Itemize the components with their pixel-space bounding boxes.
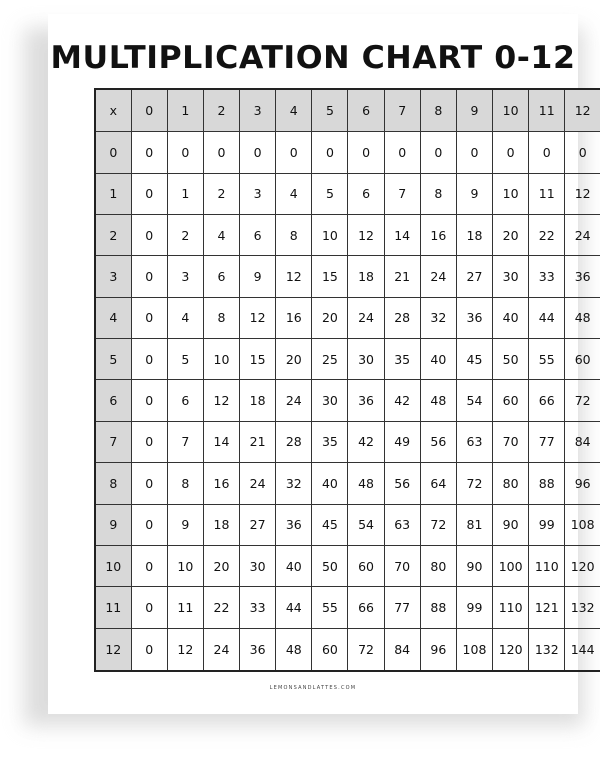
product-cell: 44 — [276, 587, 312, 628]
product-cell: 45 — [456, 339, 492, 380]
product-cell: 22 — [203, 587, 239, 628]
product-cell: 40 — [493, 297, 529, 338]
product-cell: 8 — [276, 214, 312, 255]
product-cell: 99 — [529, 504, 565, 545]
page-title: MULTIPLICATION CHART 0-12 — [50, 40, 576, 76]
product-cell: 45 — [312, 504, 348, 545]
product-cell: 32 — [276, 463, 312, 504]
product-cell: 42 — [348, 421, 384, 462]
product-cell: 90 — [456, 545, 492, 586]
product-cell: 8 — [420, 173, 456, 214]
row-header: 2 — [95, 214, 131, 255]
product-cell: 24 — [240, 463, 276, 504]
product-cell: 0 — [131, 339, 167, 380]
product-cell: 0 — [203, 132, 239, 173]
product-cell: 50 — [493, 339, 529, 380]
product-cell: 72 — [456, 463, 492, 504]
product-cell: 64 — [420, 463, 456, 504]
product-cell: 22 — [529, 214, 565, 255]
product-cell: 5 — [167, 339, 203, 380]
product-cell: 30 — [312, 380, 348, 421]
product-cell: 12 — [203, 380, 239, 421]
table-row — [95, 214, 600, 255]
product-cell: 24 — [276, 380, 312, 421]
product-cell: 12 — [348, 214, 384, 255]
product-cell: 10 — [203, 339, 239, 380]
product-cell: 12 — [276, 256, 312, 297]
website-footer: LEMONSANDLATTES.COM — [269, 685, 357, 691]
table-body — [95, 89, 600, 671]
product-cell: 0 — [240, 132, 276, 173]
product-cell: 0 — [131, 380, 167, 421]
product-cell: 0 — [420, 132, 456, 173]
product-cell: 70 — [384, 545, 420, 586]
product-cell: 18 — [203, 504, 239, 545]
product-cell: 9 — [240, 256, 276, 297]
product-cell: 33 — [529, 256, 565, 297]
product-cell: 0 — [312, 132, 348, 173]
column-header: 9 — [456, 89, 492, 132]
product-cell: 77 — [529, 421, 565, 462]
row-header: 6 — [95, 380, 131, 421]
product-cell: 28 — [384, 297, 420, 338]
product-cell: 96 — [420, 628, 456, 671]
printable-sheet — [48, 14, 595, 714]
product-cell: 54 — [348, 504, 384, 545]
product-cell: 144 — [565, 628, 600, 671]
product-cell: 7 — [167, 421, 203, 462]
product-cell: 24 — [565, 214, 600, 255]
product-cell: 18 — [240, 380, 276, 421]
product-cell: 0 — [131, 421, 167, 462]
product-cell: 11 — [167, 587, 203, 628]
product-cell: 6 — [167, 380, 203, 421]
column-header: 2 — [203, 89, 239, 132]
row-header: 3 — [95, 256, 131, 297]
product-cell: 36 — [348, 380, 384, 421]
column-header: 3 — [240, 89, 276, 132]
product-cell: 56 — [384, 463, 420, 504]
product-cell: 12 — [240, 297, 276, 338]
product-cell: 63 — [456, 421, 492, 462]
product-cell: 60 — [348, 545, 384, 586]
product-cell: 40 — [276, 545, 312, 586]
product-cell: 66 — [529, 380, 565, 421]
product-cell: 108 — [456, 628, 492, 671]
column-header: 11 — [529, 89, 565, 132]
product-cell: 30 — [348, 339, 384, 380]
product-cell: 20 — [276, 339, 312, 380]
product-cell: 63 — [384, 504, 420, 545]
product-cell: 6 — [348, 173, 384, 214]
product-cell: 0 — [529, 132, 565, 173]
product-cell: 60 — [312, 628, 348, 671]
product-cell: 120 — [565, 545, 600, 586]
product-cell: 49 — [384, 421, 420, 462]
product-cell: 88 — [420, 587, 456, 628]
product-cell: 5 — [312, 173, 348, 214]
product-cell: 121 — [529, 587, 565, 628]
product-cell: 55 — [312, 587, 348, 628]
product-cell: 12 — [565, 173, 600, 214]
product-cell: 18 — [348, 256, 384, 297]
product-cell: 54 — [456, 380, 492, 421]
product-cell: 3 — [167, 256, 203, 297]
product-cell: 16 — [276, 297, 312, 338]
product-cell: 20 — [203, 545, 239, 586]
product-cell: 0 — [131, 132, 167, 173]
table-row — [95, 173, 600, 214]
product-cell: 4 — [167, 297, 203, 338]
product-cell: 25 — [312, 339, 348, 380]
column-header: 4 — [276, 89, 312, 132]
table-row — [95, 256, 600, 297]
table-row — [95, 628, 600, 671]
product-cell: 48 — [565, 297, 600, 338]
product-cell: 55 — [529, 339, 565, 380]
row-header: 1 — [95, 173, 131, 214]
product-cell: 4 — [203, 214, 239, 255]
product-cell: 48 — [348, 463, 384, 504]
product-cell: 11 — [529, 173, 565, 214]
product-cell: 1 — [167, 173, 203, 214]
product-cell: 0 — [276, 132, 312, 173]
product-cell: 40 — [312, 463, 348, 504]
product-cell: 3 — [240, 173, 276, 214]
product-cell: 132 — [565, 587, 600, 628]
product-cell: 72 — [565, 380, 600, 421]
table-row — [95, 297, 600, 338]
product-cell: 18 — [456, 214, 492, 255]
column-header: 10 — [493, 89, 529, 132]
product-cell: 108 — [565, 504, 600, 545]
product-cell: 10 — [167, 545, 203, 586]
product-cell: 36 — [565, 256, 600, 297]
product-cell: 77 — [384, 587, 420, 628]
product-cell: 10 — [493, 173, 529, 214]
product-cell: 35 — [312, 421, 348, 462]
product-cell: 8 — [167, 463, 203, 504]
product-cell: 16 — [203, 463, 239, 504]
row-header: 9 — [95, 504, 131, 545]
product-cell: 0 — [565, 132, 600, 173]
product-cell: 16 — [420, 214, 456, 255]
product-cell: 44 — [529, 297, 565, 338]
product-cell: 6 — [240, 214, 276, 255]
product-cell: 21 — [240, 421, 276, 462]
product-cell: 96 — [565, 463, 600, 504]
column-header: 0 — [131, 89, 167, 132]
column-header: 1 — [167, 89, 203, 132]
product-cell: 27 — [456, 256, 492, 297]
row-header: 7 — [95, 421, 131, 462]
column-header: 6 — [348, 89, 384, 132]
column-header: 12 — [565, 89, 600, 132]
product-cell: 48 — [420, 380, 456, 421]
header-row — [95, 89, 600, 132]
product-cell: 6 — [203, 256, 239, 297]
product-cell: 14 — [203, 421, 239, 462]
product-cell: 0 — [131, 256, 167, 297]
product-cell: 0 — [131, 545, 167, 586]
product-cell: 84 — [384, 628, 420, 671]
row-header: 11 — [95, 587, 131, 628]
product-cell: 12 — [167, 628, 203, 671]
table-row — [95, 380, 600, 421]
product-cell: 80 — [420, 545, 456, 586]
table-row — [95, 132, 600, 173]
product-cell: 32 — [420, 297, 456, 338]
product-cell: 24 — [348, 297, 384, 338]
product-cell: 9 — [456, 173, 492, 214]
product-cell: 80 — [493, 463, 529, 504]
table-row — [95, 587, 600, 628]
product-cell: 88 — [529, 463, 565, 504]
product-cell: 120 — [493, 628, 529, 671]
table-row — [95, 545, 600, 586]
product-cell: 84 — [565, 421, 600, 462]
product-cell: 27 — [240, 504, 276, 545]
product-cell: 10 — [312, 214, 348, 255]
product-cell: 0 — [131, 214, 167, 255]
product-cell: 14 — [384, 214, 420, 255]
product-cell: 72 — [420, 504, 456, 545]
product-cell: 56 — [420, 421, 456, 462]
product-cell: 0 — [384, 132, 420, 173]
product-cell: 50 — [312, 545, 348, 586]
product-cell: 90 — [493, 504, 529, 545]
product-cell: 132 — [529, 628, 565, 671]
product-cell: 81 — [456, 504, 492, 545]
product-cell: 21 — [384, 256, 420, 297]
row-header: 4 — [95, 297, 131, 338]
product-cell: 8 — [203, 297, 239, 338]
product-cell: 48 — [276, 628, 312, 671]
table-row — [95, 339, 600, 380]
product-cell: 30 — [493, 256, 529, 297]
product-cell: 0 — [348, 132, 384, 173]
product-cell: 0 — [456, 132, 492, 173]
product-cell: 30 — [240, 545, 276, 586]
product-cell: 0 — [131, 587, 167, 628]
product-cell: 35 — [384, 339, 420, 380]
product-cell: 0 — [131, 463, 167, 504]
product-cell: 72 — [348, 628, 384, 671]
row-header: 5 — [95, 339, 131, 380]
product-cell: 0 — [493, 132, 529, 173]
row-header: 0 — [95, 132, 131, 173]
product-cell: 36 — [240, 628, 276, 671]
product-cell: 2 — [167, 214, 203, 255]
product-cell: 40 — [420, 339, 456, 380]
product-cell: 33 — [240, 587, 276, 628]
product-cell: 110 — [493, 587, 529, 628]
product-cell: 15 — [312, 256, 348, 297]
product-cell: 7 — [384, 173, 420, 214]
product-cell: 99 — [456, 587, 492, 628]
product-cell: 110 — [529, 545, 565, 586]
product-cell: 2 — [203, 173, 239, 214]
product-cell: 36 — [456, 297, 492, 338]
product-cell: 36 — [276, 504, 312, 545]
product-cell: 28 — [276, 421, 312, 462]
corner-cell: x — [95, 89, 131, 132]
product-cell: 24 — [420, 256, 456, 297]
table-row — [95, 504, 600, 545]
table-row — [95, 421, 600, 462]
multiplication-table — [94, 88, 600, 672]
row-header: 12 — [95, 628, 131, 671]
product-cell: 9 — [167, 504, 203, 545]
product-cell: 60 — [493, 380, 529, 421]
product-cell: 60 — [565, 339, 600, 380]
product-cell: 0 — [131, 504, 167, 545]
product-cell: 66 — [348, 587, 384, 628]
product-cell: 20 — [312, 297, 348, 338]
product-cell: 15 — [240, 339, 276, 380]
product-cell: 20 — [493, 214, 529, 255]
column-header: 8 — [420, 89, 456, 132]
product-cell: 0 — [167, 132, 203, 173]
column-header: 7 — [384, 89, 420, 132]
product-cell: 4 — [276, 173, 312, 214]
column-header: 5 — [312, 89, 348, 132]
product-cell: 42 — [384, 380, 420, 421]
product-cell: 0 — [131, 628, 167, 671]
product-cell: 0 — [131, 173, 167, 214]
row-header: 10 — [95, 545, 131, 586]
row-header: 8 — [95, 463, 131, 504]
product-cell: 100 — [493, 545, 529, 586]
product-cell: 0 — [131, 297, 167, 338]
product-cell: 70 — [493, 421, 529, 462]
product-cell: 24 — [203, 628, 239, 671]
table-row — [95, 463, 600, 504]
